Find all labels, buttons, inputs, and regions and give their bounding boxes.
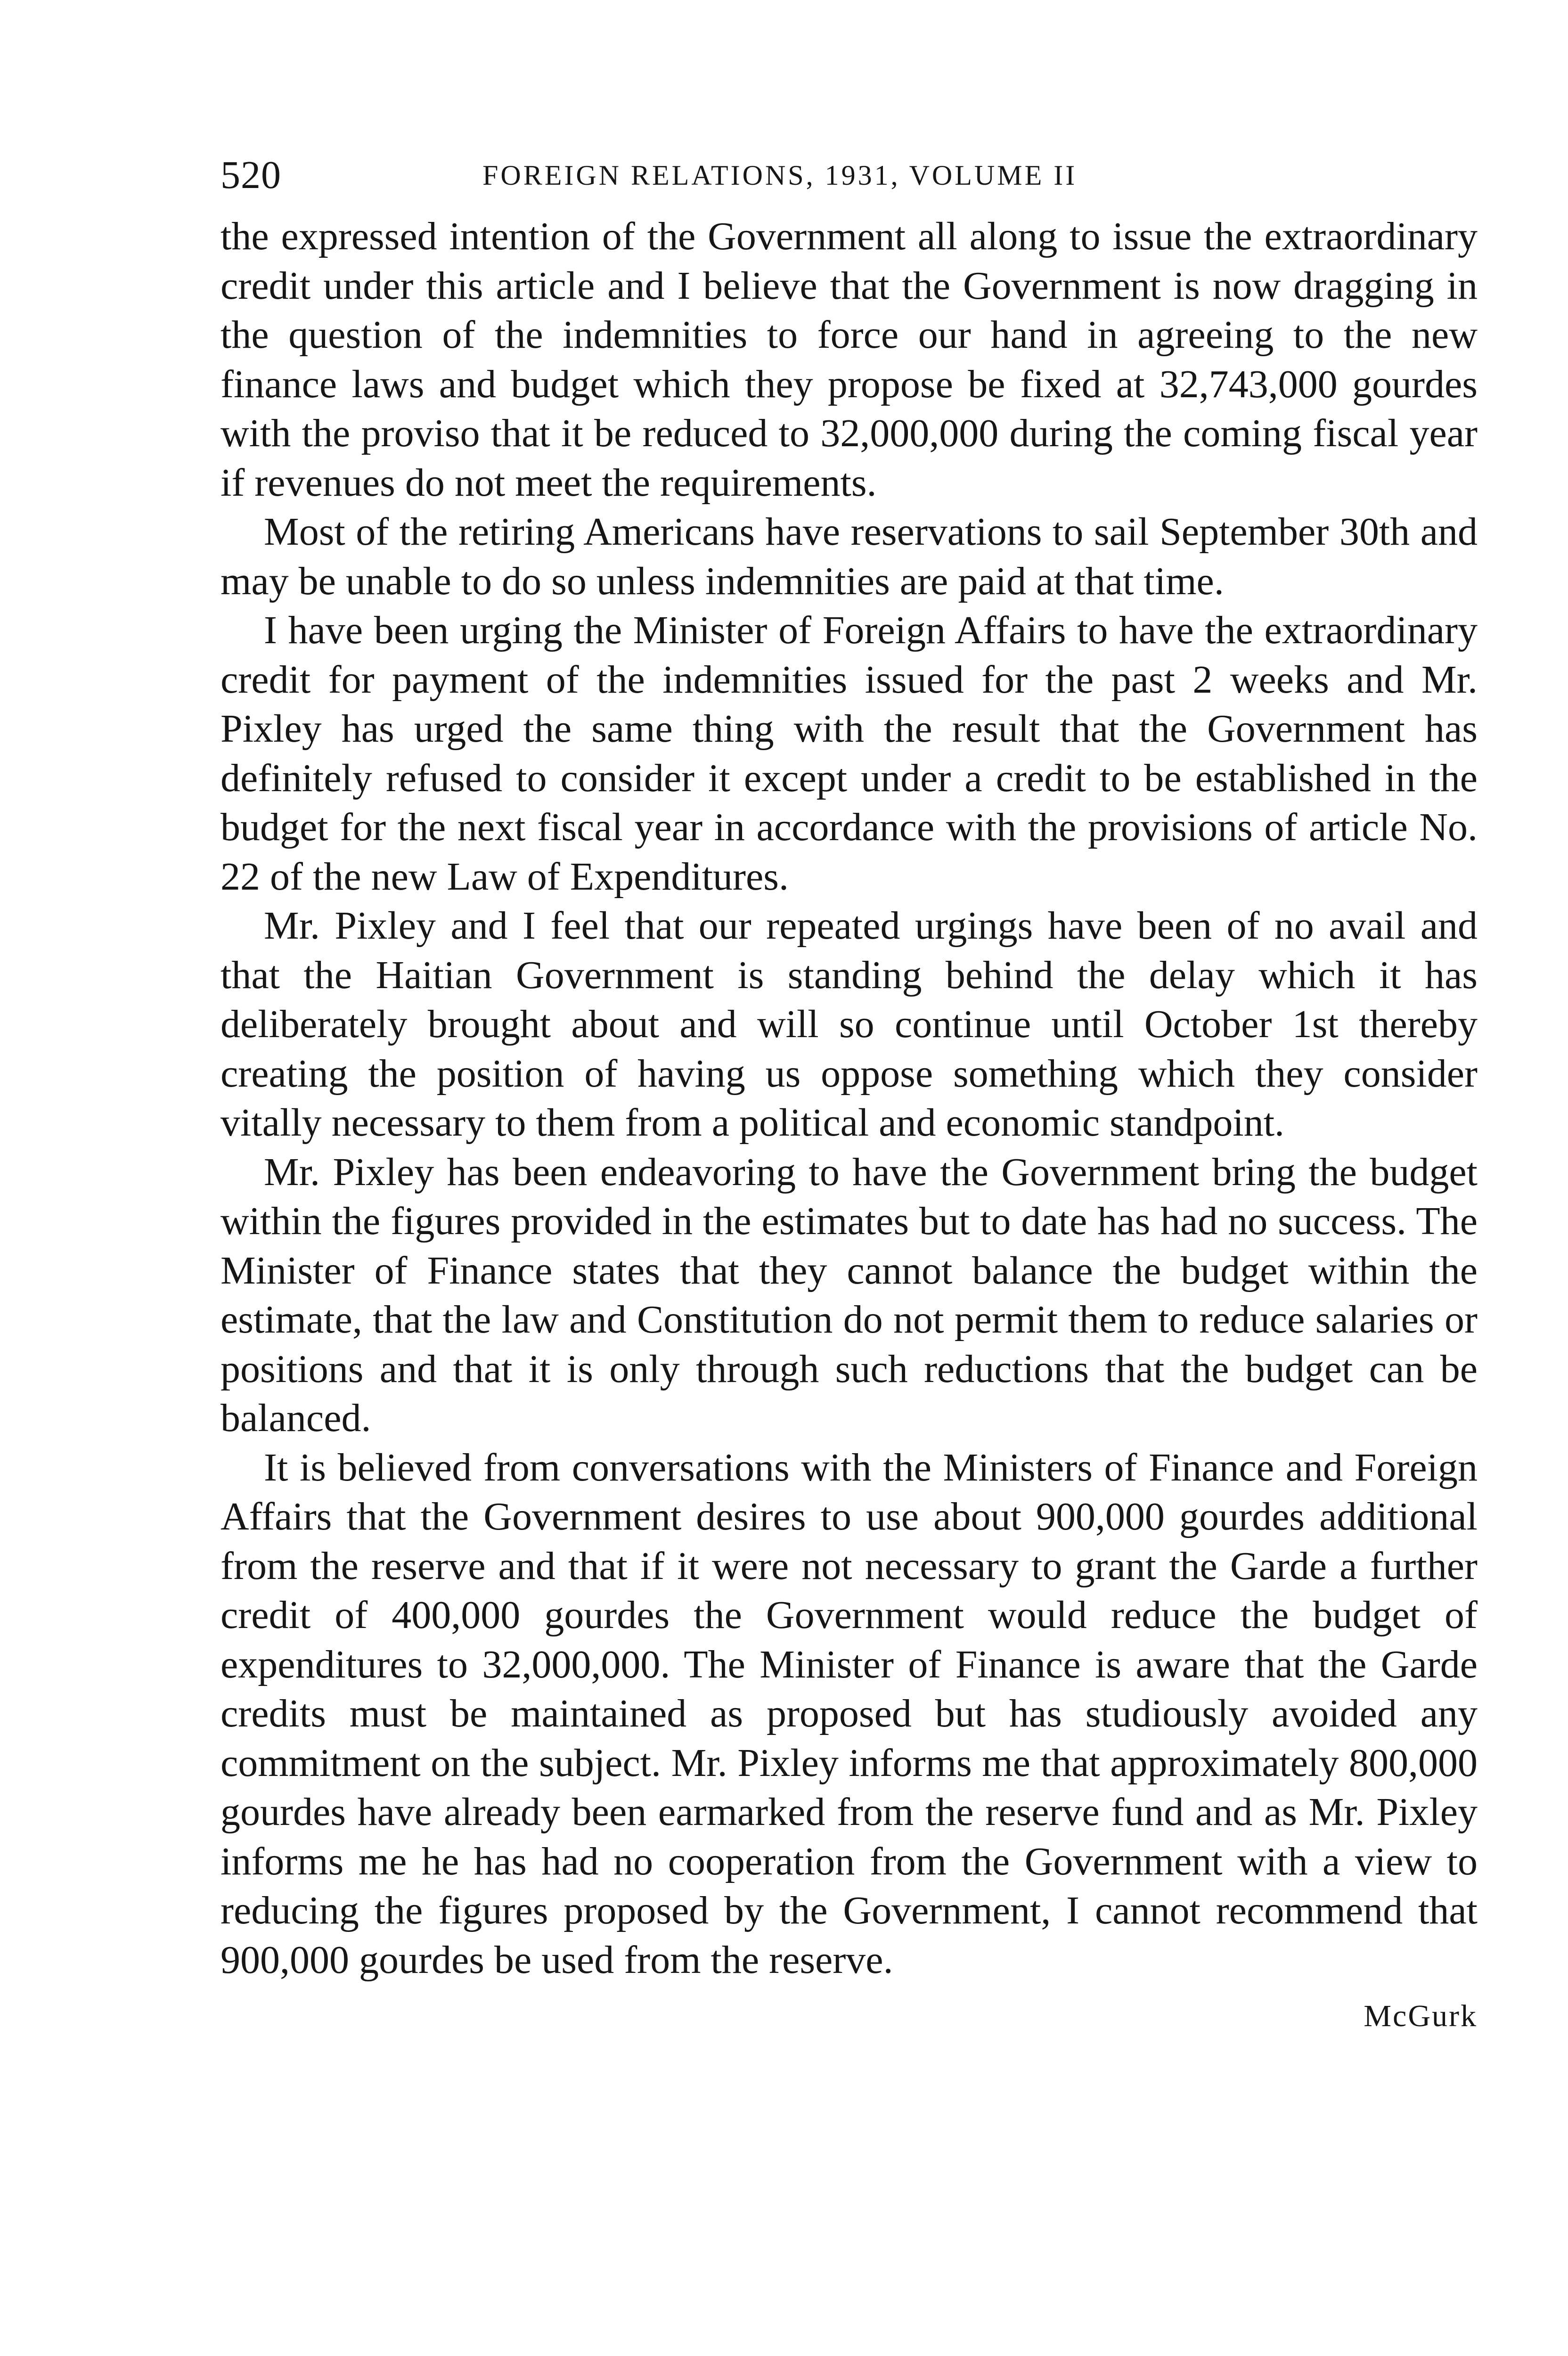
signature: McGurk — [1364, 1999, 1478, 2033]
paragraph-5: Mr. Pixley has been endeavoring to have the Government bring the budget within the figures provided in the estimates but to date has had no success. The Minister of Finance states that they cannot balance the budget within the estimate, that the law and Constitution do not permit them to reduce salaries or positions and that it is only through such reductions that the budget can be balanced. — [220, 1150, 1478, 1440]
paragraph-1: the expressed intention of the Government all along to issue the extraordinary credit under this article and I believe that the Government is now dragging in the question of the indemnities to force our hand in agreeing to the new finance laws and budget which they propose be fixed at 32,743,000 gourdes with the proviso that it be reduced to 32,000,000 during the coming fiscal year if revenues do not meet the requirements. — [220, 214, 1478, 505]
paragraph-3: I have been urging the Minister of Foreign Affairs to have the extraordinary credit for payment of the indemnities issued for the past 2 weeks and Mr. Pixley has urged the same thing with the result that the Government has definitely refused to consider it except under a credit to be established in the budget for the next fiscal year in accordance with the provisions of article No. 22 of the new Law of Expenditures. — [220, 608, 1478, 899]
paragraph-4: Mr. Pixley and I feel that our repeated urgings have been of no avail and that the Haitian Government is standing behind the delay which it has deliberately brought about and will so continue until October 1st thereby creating the position of having us oppose something which they consider vitally necessary to them from a political and economic standpoint. — [220, 904, 1478, 1145]
page-header — [220, 155, 1478, 212]
page-number: 520 — [220, 153, 281, 197]
document-page — [220, 155, 1478, 2032]
running-head: FOREIGN RELATIONS, 1931, VOLUME II — [482, 160, 1078, 191]
paragraph-2: Most of the retiring Americans have reservations to sail September 30th and may be unable to do so unless indemnities are paid at that time. — [220, 510, 1478, 603]
paragraph-6: It is believed from conversations with the Ministers of Finance and Foreign Affairs that the Government desires to use about 900,000 gourdes additional from the reserve and that if it were not necessary to grant the Garde a further credit of 400,000 gourdes the Government would reduce the budget of expenditures to 32,000,000. The Minister of Finance is aware that the Garde credits must be maintained as proposed but has studiously avoided any commitment on the subject. Mr. Pixley informs me that approximately 800,000 gourdes have already been earmarked from the reserve fund and as Mr. Pixley informs me he has had no cooperation from the Government with a view to reducing the figures proposed by the Government, I cannot recommend that 900,000 gourdes be used from the reserve. — [220, 1445, 1478, 1982]
body-text — [220, 212, 1478, 1985]
